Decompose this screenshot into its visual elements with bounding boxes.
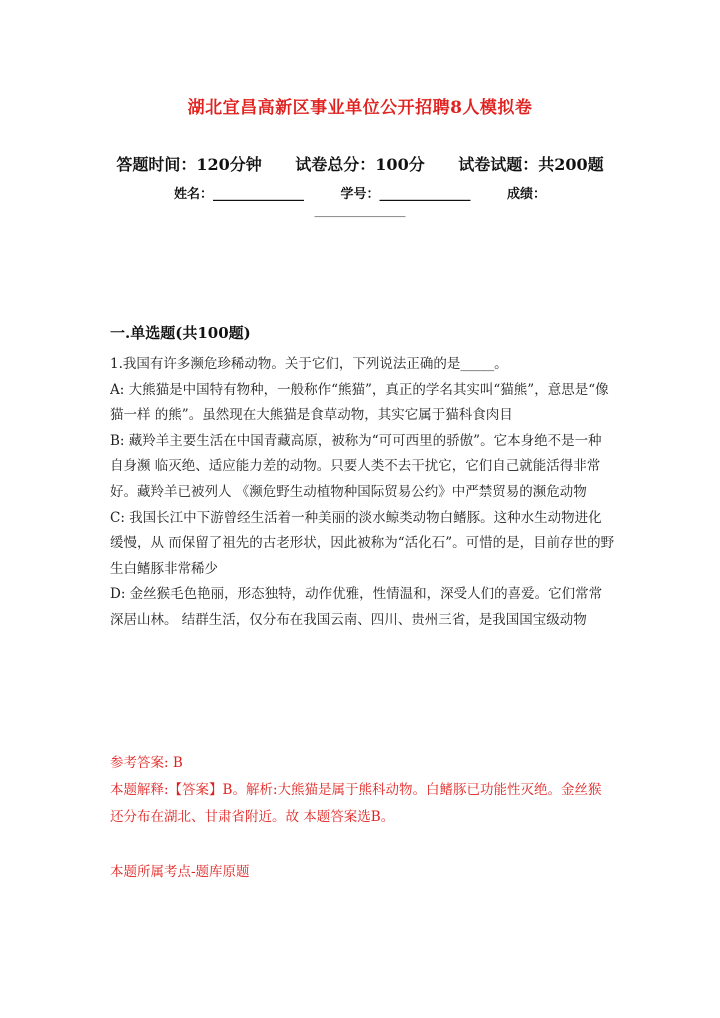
- answer-block: [110, 750, 615, 831]
- question-source: 本题所属考点-题库原题: [110, 864, 250, 880]
- exam-total-score: 试卷总分：100分: [295, 155, 425, 174]
- name-field: 姓名：______________: [173, 187, 304, 202]
- exam-time: 答题时间：120分钟: [116, 155, 262, 174]
- student-info: [0, 183, 720, 202]
- option-a: A: 大熊猫是中国特有物种，一般称作“熊猫”，真正的学名其实叫“猫熊”，意思是“像猫一样 的熊”。虽然现在大熊猫是食草动物，其实它属于猫科食肉目: [110, 381, 609, 424]
- option-c: C: 我国长江中下游曾经生活着一种美丽的淡水鲸类动物白鳍豚。这种水生动物进化缓慢，从 而保留了祖先的古老形状，因此被称为“活化石”。可惜的是，目前存世的野生白鳍豚非常稀少: [110, 509, 615, 577]
- exam-meta: [0, 152, 720, 175]
- question-1: [110, 352, 615, 634]
- option-d: D: 金丝猴毛色艳丽，形态独特，动作优雅，性情温和，深受人们的喜爱。它们常常深居山林。 结群生活，仅分布在我国云南、四川、贵州三省，是我国国宝级动物: [110, 586, 603, 628]
- score-blank: ______________: [314, 203, 406, 218]
- reference-answer: 参考答案: B: [110, 755, 183, 771]
- option-b: B: 藏羚羊主要生活在中国青藏高原，被称为“可可西里的骄傲”。它本身绝不是一种自身濒 临灭绝、适应能力差的动物。只要人类不去干扰它，它们自己就能活得非常好。藏羚羊已被列人 《濒危野生动植物种国际贸易公约》中严禁贸易的濒危动物: [110, 432, 602, 500]
- question-stem: 1.我国有许多濒危珍稀动物。关于它们，下列说法正确的是_____。: [110, 356, 508, 372]
- exam-title: 湖北宜昌高新区事业单位公开招聘8人模拟卷: [187, 98, 533, 118]
- score-field: 成绩：: [507, 187, 547, 202]
- student-id-field: 学号：______________: [340, 187, 471, 202]
- section-title: 一.单选题(共100题): [110, 324, 251, 342]
- exam-question-count: 试卷试题：共200题: [458, 155, 604, 174]
- answer-explanation: 本题解释:【答案】B。解析:大熊猫是属于熊科动物。白鳍豚已功能性灭绝。金丝猴还分布在湖北、甘肃省附近。故 本题答案选B。: [110, 782, 602, 825]
